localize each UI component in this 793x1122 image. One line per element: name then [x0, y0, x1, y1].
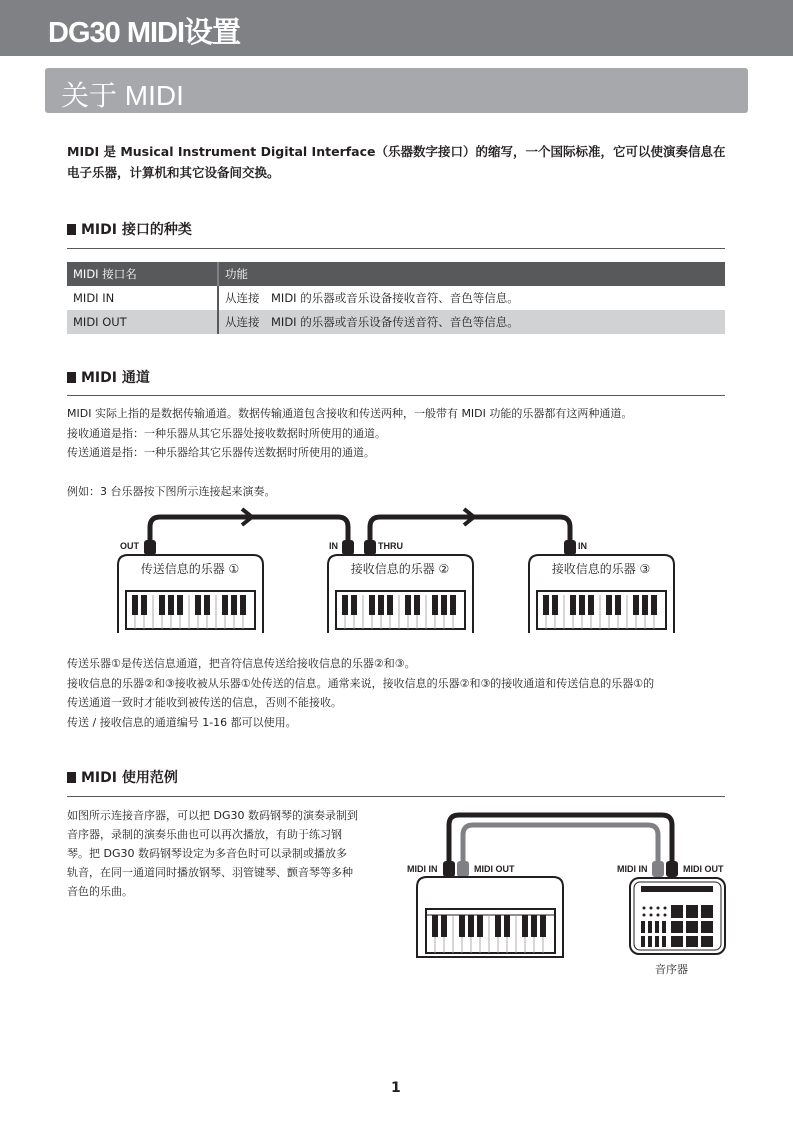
text-line: 传送 / 接收信息的通道编号 1-16 都可以使用。: [67, 715, 297, 729]
divider: [67, 248, 725, 249]
plug: [666, 861, 678, 877]
text-line: 传送乐器①是传送信息通道，把音符信息传送给接收信息的乐器②和③。: [67, 657, 416, 670]
instrument-label: 传送信息的乐器 ①: [140, 562, 240, 576]
text-line: 音序器，录制的演奏乐曲也可以再次播放，有助于练习钢: [67, 828, 342, 841]
intro-paragraph: MIDI 是 Musical Instrument Digital Interface（乐器数字接口）的缩写，一个国际标准，它可以使演奏信息在电子乐器，计算机和其它设备间交换。: [67, 144, 726, 180]
channels-heading: [67, 367, 725, 387]
text-line: 接收信息的乐器②和③接收被从乐器①处传送的信息。通常来说，接收信息的乐器②和③的接收通道和传送信息的乐器①的: [67, 676, 655, 690]
port-label-midi-in: MIDI IN: [617, 864, 648, 874]
plug: [564, 540, 576, 555]
square-bullet-icon: [67, 372, 76, 383]
port-name: MIDI OUT: [67, 310, 218, 334]
instrument-3: [529, 555, 674, 633]
text-line: 接收通道是指：一种乐器从其它乐器处接收数据时所使用的通道。: [67, 426, 386, 440]
usage-heading: [67, 767, 725, 787]
table-header-row: [67, 262, 725, 286]
port-label-in: IN: [329, 541, 338, 551]
square-bullet-icon: [67, 224, 76, 235]
plug: [144, 540, 156, 555]
document-title: DG30 MIDI设置: [48, 17, 241, 49]
digital-piano: [417, 877, 563, 957]
keyboard-icon: [537, 591, 666, 629]
midi-cable: [463, 825, 658, 863]
plug: [364, 540, 376, 555]
ports-heading-text: MIDI 接口的种类: [81, 222, 192, 238]
channels-heading-text: MIDI 通道: [81, 370, 150, 386]
usage-heading-text: MIDI 使用范例: [81, 770, 178, 786]
instrument-1: [118, 555, 263, 633]
sequencer-connection-diagram: [400, 805, 740, 960]
plug: [443, 861, 455, 877]
midi-chain-diagram: [110, 505, 690, 635]
port-name: MIDI IN: [67, 286, 218, 310]
port-label-midi-out: MIDI OUT: [474, 864, 515, 874]
ports-heading: [67, 219, 725, 239]
text-line: 轨音，在同一通道同时播放钢琴、羽管键琴、颤音琴等多种: [67, 866, 353, 879]
keyboard-icon: [126, 591, 255, 629]
channels-notes: [67, 654, 737, 732]
plug: [457, 861, 469, 877]
instrument-2: [328, 555, 473, 633]
text-line: 如图所示连接音序器，可以把 DG30 数码钢琴的演奏录制到: [67, 809, 358, 822]
text-line: 琴。把 DG30 数码钢琴设定为多音色时可以录制或播放多: [67, 847, 347, 860]
port-function: 从连接 MIDI 的乐器或音乐设备接收音符、音色等信息。: [225, 291, 519, 305]
ports-table: [67, 262, 725, 334]
table-row: [67, 310, 725, 334]
port-label-out: OUT: [120, 541, 139, 551]
usage-text: [67, 806, 397, 901]
text-line: 传送通道一致时才能收到被传送的信息，否则不能接收。: [67, 696, 342, 709]
instrument-label: 接收信息的乐器 ③: [551, 562, 651, 576]
midi-cable: [449, 815, 672, 863]
port-label-in: IN: [578, 541, 587, 551]
port-label-thru: THRU: [378, 541, 403, 551]
port-label-midi-in: MIDI IN: [407, 864, 438, 874]
top-banner: [0, 0, 793, 56]
divider: [67, 395, 725, 396]
sequencer-device: [630, 878, 725, 954]
keyboard-icon: [336, 591, 465, 629]
plug: [342, 540, 354, 555]
column-header: MIDI 接口名: [67, 262, 218, 286]
example-text: 例如：3 台乐器按下图所示连接起来演奏。: [67, 485, 276, 498]
text-line: MIDI 实际上指的是数据传输通道。数据传输通道包含接收和传送两种，一般带有 MIDI 功能的乐器都有这两种通道。: [67, 407, 633, 420]
section-banner: [45, 68, 748, 113]
text-line: 音色的乐曲。: [67, 885, 133, 898]
sequencer-caption: 音序器: [655, 963, 688, 976]
column-header: 功能: [218, 262, 725, 286]
channels-text: [67, 404, 737, 463]
section-title: 关于 MIDI: [61, 80, 184, 111]
plug: [652, 861, 664, 877]
divider: [67, 796, 725, 797]
port-label-midi-out: MIDI OUT: [683, 864, 724, 874]
table-row: [67, 286, 725, 310]
instrument-label: 接收信息的乐器 ②: [350, 562, 450, 576]
port-function: 从连接 MIDI 的乐器或音乐设备传送音符、音色等信息。: [218, 310, 725, 334]
text-line: 传送通道是指：一种乐器给其它乐器传送数据时所使用的通道。: [67, 446, 375, 459]
square-bullet-icon: [67, 772, 76, 783]
keyboard-icon: [426, 909, 555, 953]
page-number: 1: [391, 1080, 401, 1096]
